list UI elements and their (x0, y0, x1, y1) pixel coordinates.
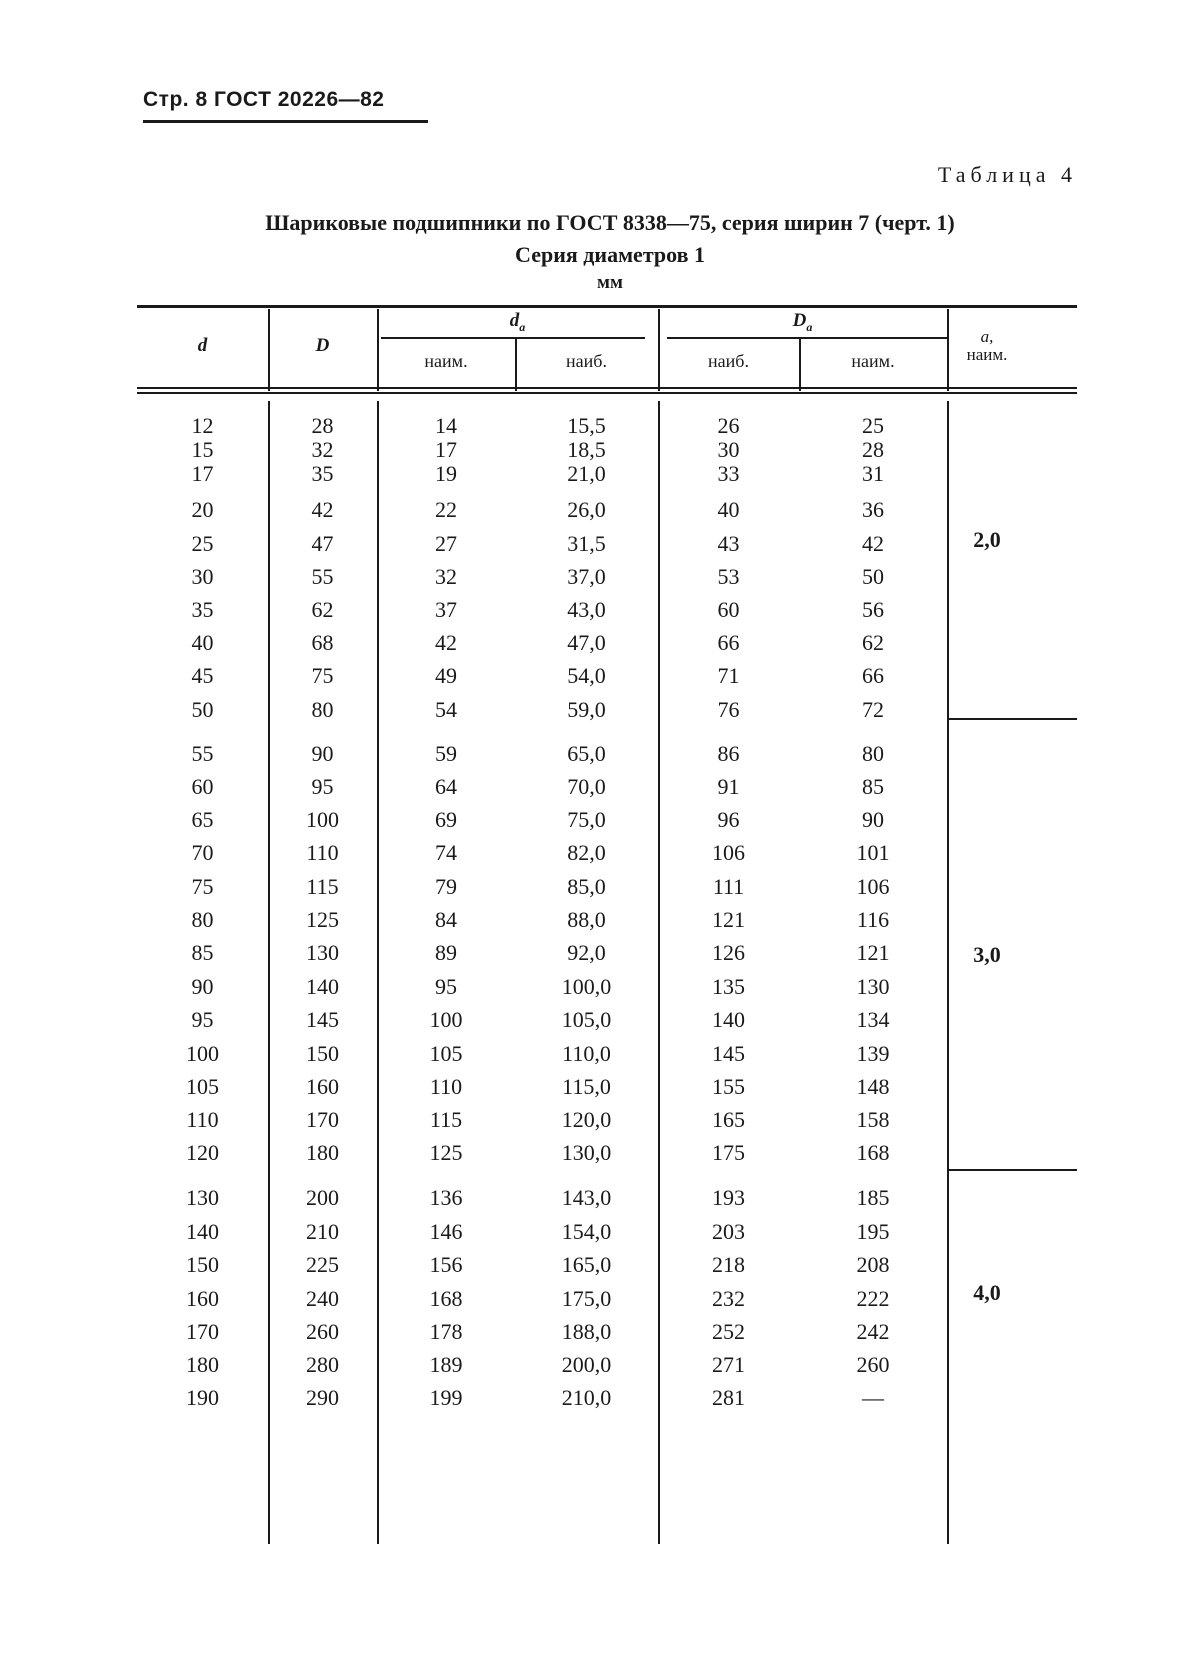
cell-D: 42 (311, 497, 334, 522)
bearing-table (137, 305, 1077, 1545)
cell-D: 210 (306, 1219, 339, 1244)
cell-Da-min: 31 (862, 461, 884, 486)
col-header-a-min: наим. (966, 345, 1008, 364)
cell-Da-max: 60 (717, 597, 740, 622)
cell-Da-min: 25 (862, 413, 884, 438)
table-title: Шариковые подшипники по ГОСТ 8338—75, серия ширин 7 (черт. 1) (265, 210, 955, 235)
cell-da-min: 156 (429, 1252, 463, 1277)
cell-da-min: 89 (435, 940, 457, 965)
cell-Da-min: 90 (862, 807, 884, 832)
a-group-rule (949, 1169, 1077, 1171)
da-main: d (509, 310, 520, 331)
cell-d: 12 (191, 413, 214, 438)
cell-Da-max: 71 (717, 663, 740, 688)
cell-d: 50 (191, 697, 214, 722)
cell-da-min: 79 (435, 874, 457, 899)
cell-Da-min: 260 (856, 1352, 890, 1377)
cell-Da-min: 116 (856, 907, 890, 932)
cell-Da-max: 43 (717, 531, 740, 556)
cell-da-max: 115,0 (562, 1074, 611, 1099)
table-top-rule (137, 305, 1077, 308)
col-header-d: d (197, 335, 208, 356)
cell-da-min: 178 (429, 1319, 463, 1344)
col-header-D: D (315, 335, 330, 356)
cell-d: 105 (186, 1074, 219, 1099)
cell-D: 110 (306, 840, 339, 865)
cell-da-min: 168 (429, 1286, 463, 1311)
cell-Da-max: 126 (712, 940, 745, 965)
cell-d: 80 (191, 907, 214, 932)
cell-Da-min: 36 (862, 497, 884, 522)
cell-da-max: 54,0 (567, 663, 606, 688)
cell-d: 140 (186, 1219, 219, 1244)
cell-d: 180 (186, 1352, 219, 1377)
cell-da-min: 69 (435, 807, 457, 832)
cell-D: 240 (306, 1286, 339, 1311)
cell-Da-min: 62 (862, 630, 884, 655)
cell-Da-min: 195 (856, 1219, 890, 1244)
cell-Da-max: 203 (712, 1219, 745, 1244)
cell-d: 15 (191, 437, 214, 462)
cell-Da-max: 175 (712, 1140, 745, 1165)
col-header-Da (658, 310, 947, 335)
header-rule (143, 120, 428, 123)
cell-da-min: 100 (429, 1007, 463, 1032)
cell-Da-max: 140 (712, 1007, 745, 1032)
cell-Da-min: 134 (856, 1007, 890, 1032)
cell-da-min: 64 (435, 774, 457, 799)
cell-da-max: 175,0 (561, 1286, 612, 1311)
cell-d: 30 (191, 564, 214, 589)
cell-da-max: 18,5 (567, 437, 606, 462)
col-header-Da-max: наиб. (708, 351, 749, 371)
cell-Da-max: 155 (712, 1074, 745, 1099)
cell-d: 25 (191, 531, 214, 556)
cell-da-min: 189 (429, 1352, 463, 1377)
cell-da-max: 188,0 (561, 1319, 612, 1344)
cell-Da-max: 33 (717, 461, 740, 486)
cell-da-max: 75,0 (567, 807, 606, 832)
cell-D: 160 (306, 1074, 339, 1099)
cell-D: 280 (306, 1352, 339, 1377)
cell-da-max: 210,0 (561, 1385, 612, 1410)
cell-d: 130 (186, 1185, 219, 1210)
cell-Da-min: 185 (856, 1185, 890, 1210)
cell-Da-min: 242 (856, 1319, 890, 1344)
cell-Da-min: 85 (862, 774, 884, 799)
cell-da-max: 88,0 (567, 907, 606, 932)
cell-D: 95 (311, 774, 334, 799)
a-value-group-3: 4,0 (973, 1280, 1001, 1305)
cell-da-max: 100,0 (561, 974, 612, 999)
da-subrule (381, 337, 645, 339)
cell-D: 140 (306, 974, 339, 999)
cell-da-max: 65,0 (567, 741, 606, 766)
cell-D: 55 (311, 564, 334, 589)
units-label: мм (597, 272, 623, 293)
cell-Da-min: 50 (862, 564, 884, 589)
cell-Da-min: 80 (862, 741, 884, 766)
cell-D: 260 (306, 1319, 339, 1344)
a-value-group-2: 3,0 (973, 942, 1001, 967)
da-sub: a (519, 319, 526, 334)
cell-da-max: 165,0 (561, 1252, 612, 1277)
a-value-group-1: 2,0 (973, 527, 1001, 552)
cell-da-min: 146 (429, 1219, 463, 1244)
cell-Da-max: 76 (717, 697, 740, 722)
cell-D: 75 (311, 663, 334, 688)
cell-Da-max: 26 (717, 413, 740, 438)
cell-D: 125 (306, 907, 339, 932)
cell-d: 20 (191, 497, 214, 522)
cell-da-min: 49 (435, 663, 457, 688)
cell-D: 100 (306, 807, 339, 832)
cell-D: 90 (311, 741, 334, 766)
cell-Da-max: 193 (712, 1185, 745, 1210)
cell-da-min: 27 (435, 531, 457, 556)
cell-Da-min: — (862, 1385, 884, 1410)
cell-D: 145 (306, 1007, 339, 1032)
cell-d: 45 (191, 663, 214, 688)
cell-da-max: 70,0 (567, 774, 606, 799)
cell-D: 290 (306, 1385, 339, 1410)
col-header-a: a, (980, 327, 994, 346)
cell-D: 62 (311, 597, 334, 622)
cell-Da-max: 252 (712, 1319, 745, 1344)
Da-subrule (667, 337, 949, 339)
cell-Da-min: 208 (856, 1252, 890, 1277)
cell-d: 120 (186, 1140, 219, 1165)
cell-da-min: 84 (435, 907, 457, 932)
cell-da-min: 32 (435, 564, 457, 589)
Da-sub: a (806, 319, 813, 334)
cell-Da-max: 91 (717, 774, 740, 799)
cell-D: 80 (311, 697, 334, 722)
cell-D: 115 (306, 874, 339, 899)
col-divider (947, 401, 949, 1544)
header-rule-2 (137, 392, 1077, 394)
cell-da-min: 14 (435, 413, 457, 438)
cell-Da-min: 42 (862, 531, 884, 556)
cell-D: 32 (311, 437, 334, 462)
cell-da-min: 74 (435, 840, 457, 865)
page-header (143, 88, 384, 112)
cell-d: 75 (191, 874, 214, 899)
cell-da-min: 95 (435, 974, 457, 999)
cell-Da-max: 165 (712, 1107, 745, 1132)
cell-D: 200 (306, 1185, 339, 1210)
cell-da-min: 59 (435, 741, 457, 766)
cell-Da-max: 281 (712, 1385, 745, 1410)
cell-Da-max: 145 (712, 1041, 745, 1066)
cell-Da-min: 72 (862, 697, 884, 722)
cell-da-max: 47,0 (567, 630, 606, 655)
cell-da-min: 37 (435, 597, 457, 622)
cell-Da-max: 86 (717, 741, 740, 766)
cell-da-max: 154,0 (561, 1219, 612, 1244)
cell-Da-max: 96 (717, 807, 740, 832)
Da-main: D (792, 310, 807, 331)
cell-da-min: 17 (435, 437, 457, 462)
cell-Da-min: 106 (856, 874, 890, 899)
cell-D: 150 (306, 1041, 339, 1066)
cell-da-min: 54 (435, 697, 457, 722)
cell-da-max: 200,0 (561, 1352, 612, 1377)
table-subtitle: Серия диаметров 1 (515, 242, 705, 267)
cell-D: 47 (311, 531, 334, 556)
cell-d: 170 (186, 1319, 219, 1344)
cell-da-max: 21,0 (567, 461, 606, 486)
cell-da-max: 130,0 (561, 1140, 612, 1165)
cell-da-min: 136 (429, 1185, 463, 1210)
col-header-da-max: наиб. (566, 351, 607, 371)
cell-da-max: 82,0 (567, 840, 606, 865)
cell-d: 85 (191, 940, 214, 965)
cell-d: 160 (186, 1286, 219, 1311)
cell-d: 70 (191, 840, 214, 865)
cell-da-max: 37,0 (567, 564, 606, 589)
cell-da-max: 120,0 (561, 1107, 612, 1132)
cell-d: 90 (191, 974, 214, 999)
cell-da-max: 143,0 (561, 1185, 612, 1210)
cell-Da-min: 139 (856, 1041, 890, 1066)
cell-Da-max: 30 (717, 437, 740, 462)
cell-da-max: 85,0 (567, 874, 606, 899)
cell-Da-max: 232 (712, 1286, 745, 1311)
cell-Da-min: 148 (856, 1074, 890, 1099)
cell-da-max: 43,0 (567, 597, 606, 622)
header-rule-1 (137, 387, 1077, 389)
cell-d: 35 (191, 597, 214, 622)
cell-da-max: 26,0 (567, 497, 606, 522)
cell-D: 225 (306, 1252, 339, 1277)
cell-da-max: 31,5 (567, 531, 606, 556)
col-header-Da-min: наим. (851, 351, 895, 371)
cell-d: 150 (186, 1252, 219, 1277)
cell-da-min: 42 (435, 630, 457, 655)
cell-Da-min: 130 (856, 974, 890, 999)
cell-d: 55 (191, 741, 214, 766)
cell-da-max: 92,0 (567, 940, 606, 965)
cell-da-min: 115 (429, 1107, 463, 1132)
cell-d: 110 (186, 1107, 219, 1132)
cell-Da-max: 40 (717, 497, 740, 522)
cell-Da-max: 121 (712, 907, 745, 932)
cell-da-min: 105 (429, 1041, 463, 1066)
cell-Da-min: 66 (862, 663, 884, 688)
cell-da-max: 15,5 (567, 413, 606, 438)
cell-d: 60 (191, 774, 214, 799)
col-header-da-min: наим. (424, 351, 468, 371)
cell-D: 180 (306, 1140, 339, 1165)
cell-Da-min: 121 (856, 940, 890, 965)
cell-Da-max: 66 (717, 630, 740, 655)
cell-d: 95 (191, 1007, 214, 1032)
cell-D: 35 (311, 461, 334, 486)
cell-Da-min: 56 (862, 597, 884, 622)
cell-da-max: 110,0 (562, 1041, 611, 1066)
cell-da-max: 59,0 (567, 697, 606, 722)
cell-d: 17 (191, 461, 214, 486)
cell-d: 40 (191, 630, 214, 655)
cell-da-min: 22 (435, 497, 457, 522)
cell-Da-min: 158 (856, 1107, 890, 1132)
cell-d: 190 (186, 1385, 219, 1410)
cell-da-min: 110 (429, 1074, 463, 1099)
cell-da-min: 19 (435, 461, 457, 486)
cell-Da-min: 222 (856, 1286, 890, 1311)
cell-da-min: 125 (429, 1140, 463, 1165)
cell-Da-max: 271 (712, 1352, 745, 1377)
cell-D: 68 (311, 630, 334, 655)
cell-D: 170 (306, 1107, 339, 1132)
cell-Da-max: 53 (717, 564, 740, 589)
cell-d: 100 (186, 1041, 219, 1066)
page-reference: Стр. 8 ГОСТ 20226—82 (143, 88, 385, 111)
table-label: Таблица 4 (937, 162, 1077, 187)
cell-d: 65 (191, 807, 214, 832)
cell-Da-min: 28 (862, 437, 884, 462)
cell-Da-min: 168 (856, 1140, 890, 1165)
cell-Da-max: 106 (712, 840, 745, 865)
cell-Da-max: 135 (712, 974, 745, 999)
cell-Da-max: 218 (712, 1252, 745, 1277)
cell-Da-max: 111 (712, 874, 745, 899)
cell-da-max: 105,0 (561, 1007, 612, 1032)
cell-D: 130 (306, 940, 339, 965)
cell-da-min: 199 (429, 1385, 463, 1410)
col-header-da (377, 310, 658, 335)
a-group-rule (949, 718, 1077, 720)
cell-D: 28 (311, 413, 334, 438)
cell-Da-min: 101 (856, 840, 890, 865)
